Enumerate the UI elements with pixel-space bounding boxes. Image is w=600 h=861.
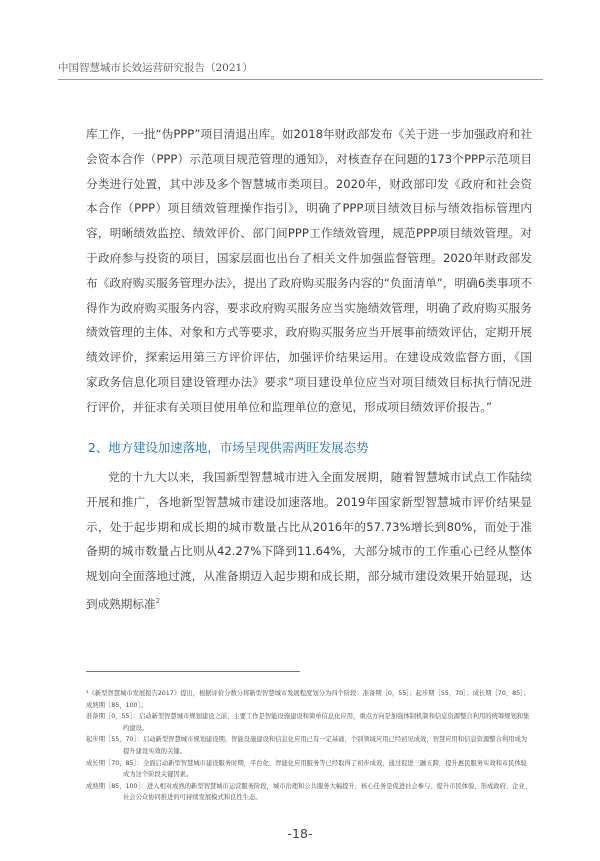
footnote-intro: ²《新型智慧城市发展报告2017》提出，根据评价分数分将新型智慧城市发展程度划分为四个阶段：准备期［0，55］；起步期［55，70］；成长期［70，85］；成熟期［85，100］。 — [86, 690, 530, 709]
body-paragraph-2-text: 党的十九大以来，我国新型智慧城市进入全面发展期，随着智慧城市试点工作陆续开展和推广，各地新型智慧城市建设加速落地。2019年国家新型智慧城市评价结果显示，处于起步期和成长期的城市数量占比从2016年的57.73%增长到80%，而处于准备期的城市数量占比则从42.27%下降到11.64%，大部分城市的工作重心已经从整体规划向全面落地过渡，从准备期迈入起步期和成长期，部分城市建设效果开始显现，达到成熟期标准 — [86, 470, 532, 611]
footnote-item-preparation: 准备期［0，55］：启动新型智慧城市规划建设之前，主要工作是智能设施建设和简单信息化应用，重点方向是加强体制机制和信息资源整合利用的统筹规划和集约建设。 — [86, 713, 530, 732]
footnotes — [86, 688, 532, 804]
body-paragraph-2 — [86, 465, 532, 617]
body-paragraph-1: 库工作，一批“伪PPP”项目清退出库。如2018年财政部发布《关于进一步加强政府和社会资本合作（PPP）示范项目规范管理的通知》，对核查存在问题的173个PPP示范项目分类进行处置，其中涉及多个智慧城市类项目。2020年，财政部印发《政府和社会资本合作（PPP）项目绩效管理操作指引》，明确了PPP项目绩效目标与绩效指标管理内容，明晰绩效监控、绩效评价、部门间PPP工作绩效管理，规范PPP项目绩效管理。对于政府参与投资的项目，国家层面也出台了相关文件加强监督管理。2020年财政部发布《政府购买服务管理办法》，提出了政府购买服务内容的“负面清单”，明确6类事项不得作为政府购买服务内容，要求政府购买服务应当实施绩效管理，明确了政府购买服务绩效管理的主体、对象和方式等要求，政府购买服务应当开展事前绩效评估，定期开展绩效评价，探索运用第三方评价评估，加强评价结果运用。在建设成效监督方面，《国家政务信息化项目建设管理办法》要求“项目建设单位应当对项目绩效目标执行情况进行评价，并征求有关项目使用单位和监理单位的意见，形成项目绩效评价报告。” — [86, 127, 532, 414]
footnote-item-mature: 成熟期［85，100］：进入相对成熟的新型智慧城市运营服务阶段，城市治理和公共服务大幅提升，核心任务是促进社会参与、提升市民体验、形成政府、企业、社会公众协同推进的可持续发展模式和良性生态。 — [86, 782, 532, 802]
section-heading: 2、地方建设加速落地，市场呈现供需两旺发展态势 — [88, 440, 369, 455]
page-number: -18- — [287, 826, 313, 841]
footnote-item-startup: 起步期［55，70］：启动新型智慧城市规划建设期，智能设施建设和信息化应用已有一定基础，个别领域应用已经初见成效，智慧应用和信息资源整合利用成为提升建设实效的关键。 — [86, 736, 528, 755]
footnote-item-growth: 成长期［70，85］：全面启动新型智慧城市建设服务时期，平台化、智能化应用服务等已经取得了初步成效，通过促进三融五跨，提升惠民服务实效和市民体验成为这个阶段关键因素。 — [86, 759, 528, 779]
footnote-divider — [86, 671, 300, 672]
footnote-reference[interactable]: 2 — [155, 596, 161, 605]
header-divider — [58, 79, 543, 80]
running-header: 中国智慧城市长效运营研究报告（2021） — [58, 62, 253, 74]
